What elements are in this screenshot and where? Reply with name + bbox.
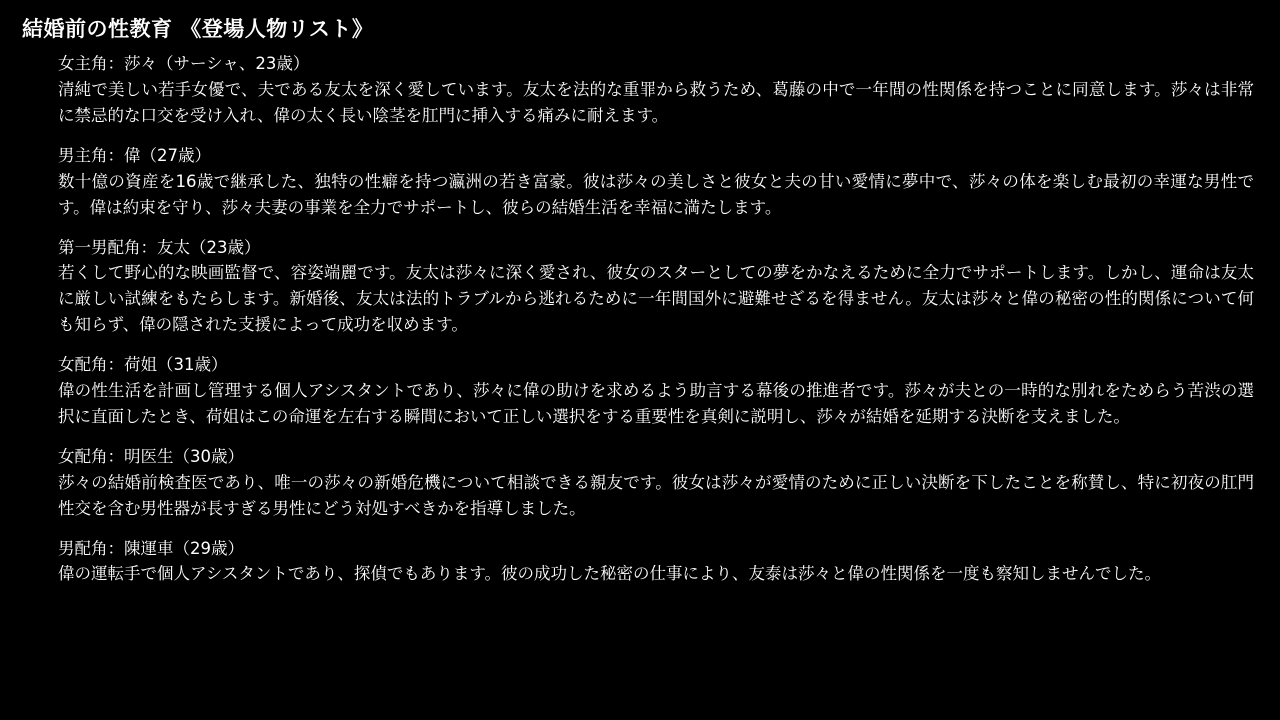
character-description: 数十億の資産を16歳で継承した、独特の性癖を持つ瀛洲の若き富豪。彼は莎々の美しさと彼女と夫の甘い愛情に夢中で、莎々の体を楽しむ最初の幸運な男性です。偉は約束を守り、莎々夫妻の事業を全力でサポートし、彼らの結婚生活を幸福に満たします。 (58, 171, 1254, 217)
character-entry (58, 444, 1258, 522)
character-heading: 女配角：荷姐（31歳） (58, 355, 228, 375)
character-heading: 女主角：莎々（サーシャ、23歳） (58, 54, 310, 74)
character-entry (58, 235, 1258, 339)
character-description: 偉の性生活を計画し管理する個人アシスタントであり、莎々に偉の助けを求めるよう助言する幕後の推進者です。莎々が夫との一時的な別れをためらう苦渋の選択に直面したとき、荷姐はこの命運を左右する瞬間において正しい選択をする重要性を真剣に説明し、莎々が結婚を延期する決断を支えました。 (58, 380, 1254, 427)
character-heading: 男主角：偉（27歳） (58, 145, 211, 165)
character-description: 清純で美しい若手女優で、夫である友太を深く愛しています。友太を法的な重罪から救うため、葛藤の中で一年間の性関係を持つことに同意します。莎々は非常に禁忌的な口交を受け入れ、偉の太く長い陰茎を肛門に挿入する痛みに耐えます。 (58, 79, 1254, 125)
character-entry (58, 51, 1258, 129)
character-list (22, 51, 1258, 587)
character-heading: 第一男配角：友太（23歳） (58, 237, 261, 257)
character-entry (58, 352, 1258, 430)
character-description: 莎々の結婚前検査医であり、唯一の莎々の新婚危機について相談できる親友です。彼女は莎々が愛情のために正しい決断を下したことを称賛し、特に初夜の肛門性交を含む男性器が長すぎる男性にどう対処すべきかを指導しました。 (58, 472, 1254, 518)
character-entry (58, 143, 1258, 221)
character-description: 若くして野心的な映画監督で、容姿端麗です。友太は莎々に深く愛され、彼女のスターとしての夢をかなえるために全力でサポートします。しかし、運命は友太に厳しい試練をもたらします。新婚後、友太は法的トラブルから逃れるために一年間国外に避難せざるを得ません。友太は莎々と偉の秘密の性的関係について何も知らず、偉の隠された支援によって成功を収めます。 (58, 263, 1254, 335)
character-entry (58, 536, 1258, 588)
character-heading: 女配角：明医生（30歳） (58, 447, 244, 467)
character-description: 偉の運転手で個人アシスタントであり、探偵でもあります。彼の成功した秘密の仕事により、友泰は莎々と偉の性関係を一度も察知しませんでした。 (58, 564, 1162, 584)
character-heading: 男配角：陳運車（29歳） (58, 538, 244, 558)
page-title: 結婚前の性教育 《登場人物リスト》 (22, 17, 374, 41)
